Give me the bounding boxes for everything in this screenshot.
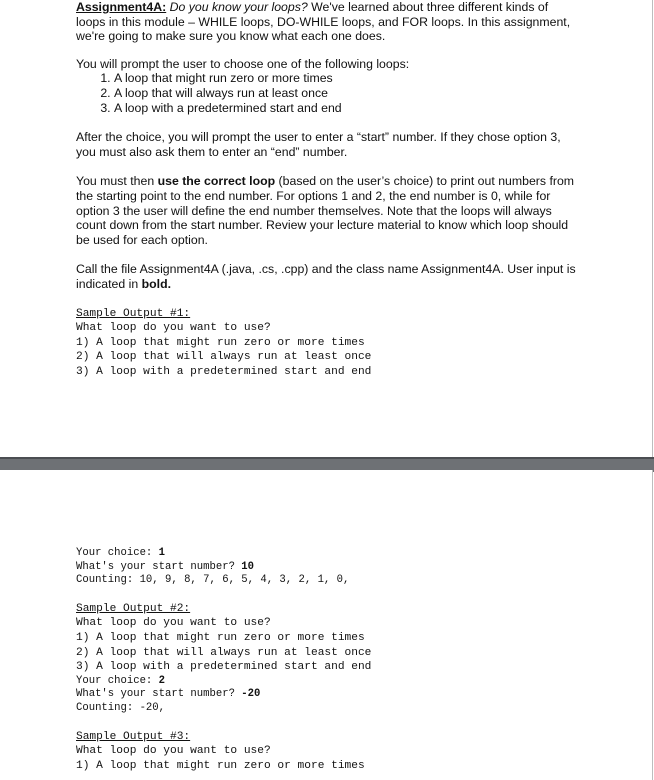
sample-3-label: Sample Output #3:: [76, 730, 191, 743]
sample-2-choice-line: [76, 675, 576, 689]
intro-paragraph: [76, 0, 576, 44]
sample-1-counting: Counting: 10, 9, 8, 7, 6, 5, 4, 3, 2, 1, 0,: [76, 574, 350, 587]
sample-output-2: [76, 602, 576, 716]
sample-2-start-line: [76, 688, 576, 702]
sample-2-counting: Counting: -20,: [76, 701, 166, 714]
page-1-content: [76, 0, 576, 379]
sample-1-choice-line: [76, 547, 576, 561]
intro-text: We've learned about three different kinds of loops in this module – WHILE loops, DO-WHILE loops, and FOR loops. In this assignment, we're going to make sure you know what each one does.: [76, 0, 571, 44]
sample-2-label: Sample Output #2:: [76, 602, 191, 615]
document-page-2: [0, 470, 653, 780]
correct-loop-pre: You must then: [76, 174, 158, 189]
sample-2-option: 1) A loop that might run zero or more times: [76, 631, 365, 644]
loop-option-2: 2. A loop that will always run at least once: [114, 86, 576, 101]
correct-loop-bold: use the correct loop: [157, 174, 276, 189]
choice-value: 1: [158, 547, 166, 559]
start-value: 10: [241, 560, 255, 573]
prompt-paragraph: You will prompt the user to choose one of the following loops:: [76, 56, 410, 71]
sample-2-option: 3) A loop with a predetermined start and end: [76, 661, 372, 674]
loop-options-list: [76, 71, 576, 115]
assignment-title: Assignment4A:: [76, 0, 167, 14]
file-para-bold: bold.: [141, 276, 172, 291]
correct-loop-paragraph: [76, 174, 576, 247]
file-para-pre: Call the file Assignment4A (.java, .cs, .cpp) and the class name Assignment4A. User input is indicated in: [76, 262, 576, 291]
choice-value: 2: [158, 674, 166, 687]
sample-1-option: 2) A loop that will always run at least once: [76, 351, 372, 364]
start-prompt: What's your start number?: [76, 560, 242, 573]
page-2-content: [76, 547, 576, 773]
start-value: -20: [241, 688, 261, 701]
loop-option-1: 1. A loop that might run zero or more times: [114, 71, 576, 86]
choice-prompt: Your choice:: [76, 547, 159, 559]
sample-1-option: 1) A loop that might run zero or more times: [76, 336, 365, 349]
sample-2-question: What loop do you want to use?: [76, 617, 271, 630]
choice-prompt: Your choice:: [76, 674, 159, 687]
sample-1-question: What loop do you want to use?: [76, 322, 271, 335]
sample-1-option: 3) A loop with a predetermined start and end: [76, 365, 372, 378]
intro-question: Do you know your loops?: [169, 0, 308, 14]
loop-option-3: 3. A loop with a predetermined start and end: [114, 101, 576, 116]
sample-1-start-line: [76, 561, 576, 575]
sample-output-1: [76, 307, 576, 380]
sample-3-question: What loop do you want to use?: [76, 745, 271, 758]
sample-1-label: Sample Output #1:: [76, 307, 191, 320]
sample-2-option: 2) A loop that will always run at least once: [76, 646, 372, 659]
start-prompt: What's your start number?: [76, 688, 242, 701]
correct-loop-post: (based on the user’s choice) to print out numbers from the starting point to the end number. For options 1 and 2, the end number is 0, while for option 3 the user will define the end number themselves. Note that the loops will always count down from the start number. Review your lecture material to know which loop should be used for each option.: [76, 174, 575, 247]
choice-paragraph: After the choice, you will prompt the user to enter a “start” number. If they chose option 3, you must also ask them to enter an “end” number.: [76, 130, 561, 159]
file-paragraph: [76, 262, 576, 291]
sample-3-option: 1) A loop that might run zero or more times: [76, 759, 365, 772]
